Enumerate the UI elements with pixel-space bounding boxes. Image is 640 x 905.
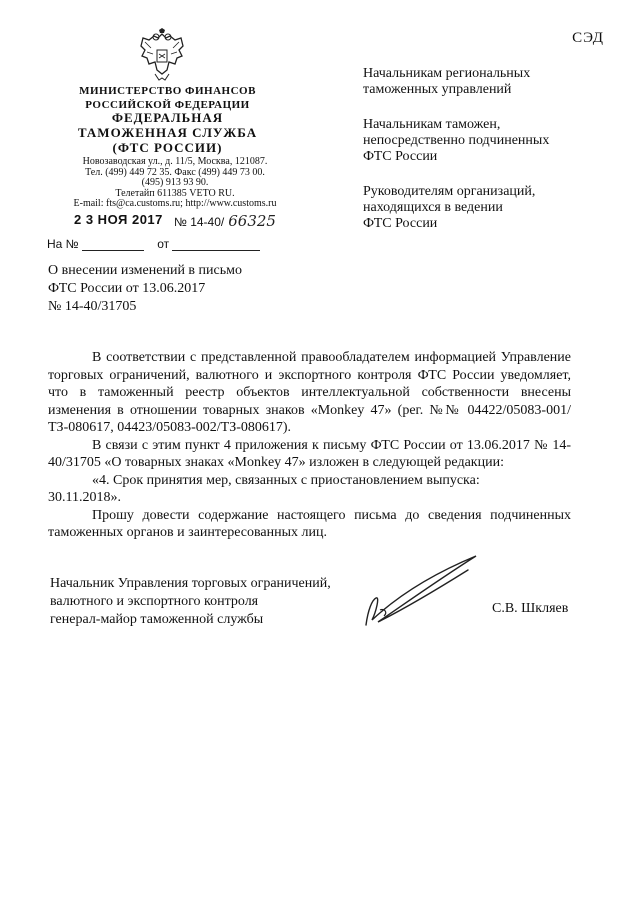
address-block [60,157,290,210]
address-line-2: Тел. (499) 449 72 35. Факс (499) 449 73 00. [85,166,265,178]
recipients-block [363,66,593,251]
body-paragraph-3-cont: 30.11.2018». [48,490,121,505]
handwritten-number: 66325 [228,212,276,230]
ministry-line-2: РОССИЙСКОЙ ФЕДЕРАЦИИ [85,99,250,111]
subject-block [48,262,242,316]
letter-body [48,349,571,542]
recipient-2 [363,117,593,165]
body-paragraph-1: В соответствии с представленной правообладателем информацией Управление торговых ограничений, валютного и экспортного контроля ФТС России уведомляет, что в таможенный реестр объектов интеллектуальной собственности внесены изменения в отношении товарных знаков «Monkey 47» (рег. №№ 04422/05083-001/ТЗ-080617, 04423/05083-002/ТЗ-080617). [48,350,571,435]
recipient-3-line-3: ФТС России [363,216,438,231]
recipient-1-line-2: таможенных управлений [363,82,512,97]
service-line-1: ФЕДЕРАЛЬНАЯ [111,110,224,125]
signer-name: С.В. Шкляев [492,601,569,616]
ref-number-line [82,240,144,251]
registration-number [174,212,334,230]
recipient-3-line-1: Руководителям организаций, [363,184,536,199]
number-prefix: № 14-40/ [174,215,225,229]
subject-line-3: № 14-40/31705 [48,299,137,314]
service-line-2: ТАМОЖЕННАЯ СЛУЖБА [77,125,258,140]
ministry-line-1: МИНИСТЕРСТВО ФИНАНСОВ [79,85,256,97]
recipient-1 [363,66,593,98]
position-line-3: генерал-майор таможенной службы [50,612,264,627]
position-line-1: Начальник Управления торговых ограничений, [50,576,331,591]
recipient-3-line-2: находящихся в ведении [363,200,503,215]
sed-label: СЭД [572,30,604,46]
position-line-2: валютного и экспортного контроля [50,594,259,609]
ministry-name [50,84,285,112]
handwritten-signature [358,550,483,635]
recipient-2-line-1: Начальникам таможен, [363,117,501,132]
recipient-3 [363,184,593,232]
ref-from: от [157,237,170,251]
address-line-4: Телетайп 611385 VETO RU. [115,187,235,199]
body-paragraph-2: В связи с этим пункт 4 приложения к письму ФТС России от 13.06.2017 № 14-40/31705 «О товарных знаках «Monkey 47» изложен в следующей редакции: [48,437,571,470]
ref-date-line [172,240,260,251]
recipient-1-line-1: Начальникам региональных [363,66,531,81]
signer-position [50,575,370,629]
service-line-3: (ФТС РОССИИ) [112,140,223,155]
coat-of-arms-emblem [137,28,187,84]
address-line-1: Новозаводская ул., д. 11/5, Москва, 121087. [82,156,268,167]
reference-row [47,237,260,251]
subject-line-1: О внесении изменений в письмо [48,263,242,278]
registration-row [74,212,276,230]
body-paragraph-4: Прошу довести содержание настоящего письма до сведения подчиненных таможенных органов и заинтересованных лиц. [48,507,571,540]
address-line-3: (495) 913 93 90. [141,177,209,188]
subject-line-2: ФТС России от 13.06.2017 [48,281,206,296]
recipient-2-line-3: ФТС России [363,149,438,164]
body-paragraph-3: «4. Срок принятия мер, связанных с приостановлением выпуска: [92,472,480,488]
service-name [50,110,285,155]
date-stamp: 2 3 НОЯ 2017 [74,212,163,227]
recipient-2-line-2: непосредственно подчиненных [363,133,550,148]
address-line-5: E-mail: fts@ca.customs.ru; http://www.customs.ru [73,198,277,209]
ref-prefix: На № [47,237,79,251]
